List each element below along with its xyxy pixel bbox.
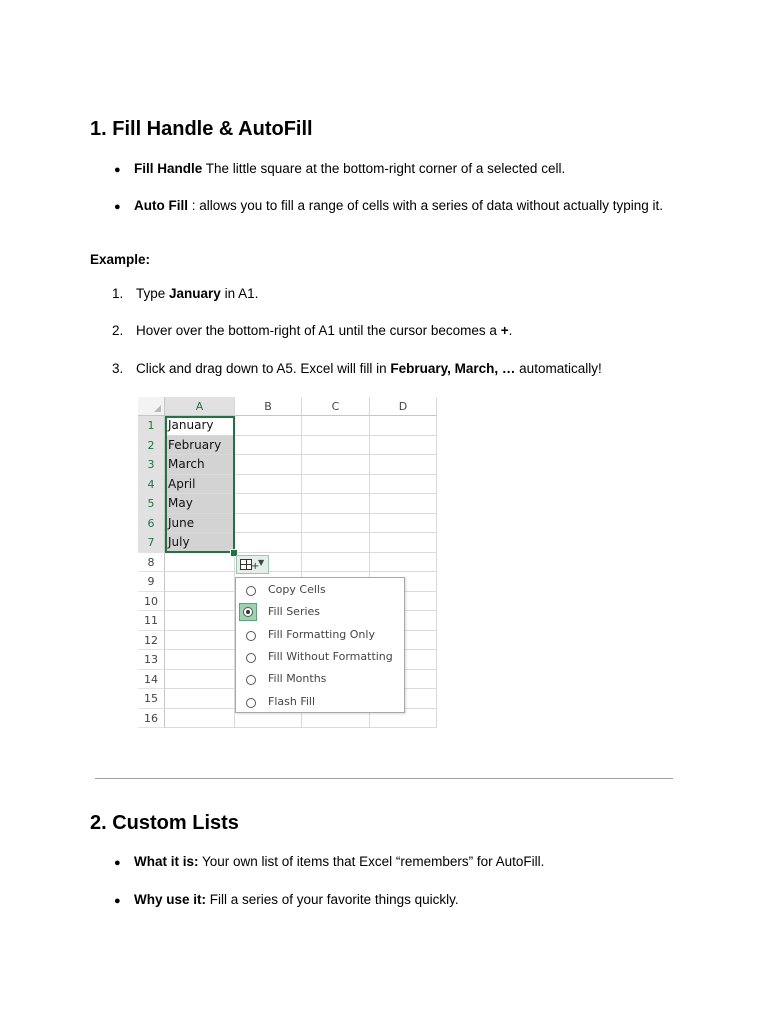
menu-item-label: Fill Months — [268, 672, 327, 686]
select-all-corner[interactable] — [138, 397, 165, 416]
cell[interactable] — [370, 455, 437, 475]
cell[interactable] — [302, 455, 370, 475]
cell[interactable] — [165, 709, 235, 729]
step-text: . — [508, 323, 513, 338]
cell[interactable] — [165, 631, 235, 651]
row-header[interactable]: 15 — [138, 689, 165, 709]
cell[interactable]: April — [165, 475, 235, 495]
radio-icon — [246, 586, 256, 596]
corner-triangle-icon — [154, 405, 161, 412]
radio-button[interactable] — [239, 581, 257, 599]
cell[interactable]: May — [165, 494, 235, 514]
step-bold: January — [169, 286, 221, 301]
bullet-dot: ● — [114, 164, 121, 176]
step-text: Type — [136, 286, 170, 301]
step-text: automatically! — [515, 361, 602, 376]
cell[interactable]: February — [165, 436, 235, 456]
cell[interactable] — [302, 475, 370, 495]
cell[interactable] — [165, 689, 235, 709]
cell[interactable] — [165, 592, 235, 612]
radio-icon — [243, 607, 253, 617]
menu-item[interactable] — [236, 668, 404, 690]
step-number: 3. — [112, 361, 124, 376]
radio-icon — [246, 631, 256, 641]
dropdown-arrow-icon: ▼ — [258, 558, 265, 567]
row-header[interactable]: 5 — [138, 494, 165, 514]
row-header[interactable]: 4 — [138, 475, 165, 495]
cell[interactable] — [370, 514, 437, 534]
cell[interactable]: July — [165, 533, 235, 553]
step-number: 1. — [112, 286, 124, 301]
menu-item[interactable] — [236, 646, 404, 668]
term-why-use-it: Why use it: — [134, 892, 207, 907]
bullet-fill-handle — [114, 160, 565, 179]
menu-item-label: Fill Series — [268, 605, 321, 619]
bullet-dot: ● — [114, 857, 121, 869]
radio-icon — [246, 675, 256, 685]
cell[interactable]: March — [165, 455, 235, 475]
cell[interactable] — [235, 416, 302, 436]
cell[interactable] — [165, 572, 235, 592]
step-text: in A1. — [220, 286, 259, 301]
cell[interactable] — [370, 475, 437, 495]
radio-button[interactable] — [239, 693, 257, 711]
definition-auto-fill: : allows you to fill a range of cells with a series of data without actually typing it. — [188, 198, 663, 213]
menu-item-label: Fill Formatting Only — [268, 627, 375, 641]
row-header[interactable]: 7 — [138, 533, 165, 553]
cell[interactable] — [235, 475, 302, 495]
cell[interactable] — [235, 533, 302, 553]
auto-fill-options-button[interactable] — [236, 555, 269, 574]
menu-item-label: Flash Fill — [268, 694, 316, 708]
cell[interactable] — [235, 455, 302, 475]
row-header[interactable]: 12 — [138, 631, 165, 651]
cell[interactable] — [302, 416, 370, 436]
menu-item[interactable] — [236, 601, 404, 623]
definition-what-it-is: Your own list of items that Excel “remembers” for AutoFill. — [198, 854, 545, 869]
term-auto-fill: Auto Fill — [134, 198, 188, 213]
row-header[interactable]: 10 — [138, 592, 165, 612]
step-text: Hover over the bottom-right of A1 until the cursor becomes a — [136, 323, 501, 338]
term-fill-handle: Fill Handle — [134, 161, 203, 176]
cell[interactable] — [165, 670, 235, 690]
cell[interactable]: June — [165, 514, 235, 534]
cell[interactable] — [165, 611, 235, 631]
cell[interactable] — [165, 553, 235, 573]
term-what-it-is: What it is: — [134, 854, 199, 869]
cell[interactable] — [302, 533, 370, 553]
row-header[interactable]: 6 — [138, 514, 165, 534]
radio-button[interactable] — [239, 670, 257, 688]
step-3 — [112, 360, 602, 378]
cell[interactable] — [302, 494, 370, 514]
step-1 — [112, 285, 258, 303]
column-header-d[interactable]: D — [370, 397, 437, 416]
row-header[interactable]: 8 — [138, 553, 165, 573]
bullet-auto-fill — [114, 197, 663, 216]
column-header-a[interactable]: A — [165, 397, 235, 416]
definition-fill-handle: The little square at the bottom-right corner of a selected cell. — [202, 161, 566, 176]
step-bold: February, March, … — [390, 361, 516, 376]
menu-item[interactable] — [236, 624, 404, 646]
cell[interactable] — [302, 436, 370, 456]
row-header[interactable]: 11 — [138, 611, 165, 631]
row-header[interactable]: 2 — [138, 436, 165, 456]
section-1-title: 1. Fill Handle & AutoFill — [90, 118, 313, 140]
example-label: Example: — [90, 252, 151, 267]
row-header[interactable]: 1 — [138, 416, 165, 436]
auto-fill-options-menu — [235, 577, 405, 713]
row-header[interactable]: 13 — [138, 650, 165, 670]
cell[interactable] — [370, 436, 437, 456]
cell[interactable] — [235, 514, 302, 534]
cell[interactable] — [370, 416, 437, 436]
radio-button[interactable] — [239, 603, 257, 621]
plus-icon: + — [251, 561, 260, 572]
cell[interactable] — [235, 494, 302, 514]
bullet-why-use-it — [114, 891, 459, 910]
step-text: Click and drag down to A5. Excel will fill in — [136, 361, 391, 376]
cell[interactable] — [302, 514, 370, 534]
bullet-what-it-is — [114, 853, 544, 872]
section-divider — [95, 778, 673, 779]
cell[interactable]: January — [165, 416, 235, 436]
step-bold: + — [500, 323, 509, 338]
menu-item-label: Copy Cells — [268, 583, 326, 596]
menu-item-label: Fill Without Formatting — [268, 649, 393, 663]
cell[interactable] — [370, 533, 437, 553]
radio-icon — [246, 653, 256, 663]
bullet-dot: ● — [114, 895, 121, 907]
cell[interactable] — [235, 436, 302, 456]
cell[interactable] — [370, 494, 437, 514]
row-header[interactable]: 3 — [138, 455, 165, 475]
column-header-b[interactable]: B — [235, 397, 302, 416]
column-header-c[interactable]: C — [302, 397, 370, 416]
radio-icon — [246, 698, 256, 708]
cell[interactable] — [302, 553, 370, 573]
radio-button[interactable] — [239, 648, 257, 666]
section-2-title: 2. Custom Lists — [90, 812, 239, 834]
row-header[interactable]: 16 — [138, 709, 165, 729]
radio-button[interactable] — [239, 626, 257, 644]
step-number: 2. — [112, 323, 124, 338]
menu-item[interactable] — [236, 579, 404, 601]
cell[interactable] — [370, 553, 437, 573]
menu-item[interactable] — [236, 691, 404, 713]
cell[interactable] — [165, 650, 235, 670]
step-2 — [112, 322, 512, 340]
bullet-dot: ● — [114, 201, 121, 213]
excel-autofill-screenshot — [138, 397, 437, 728]
row-header[interactable]: 9 — [138, 572, 165, 592]
definition-why-use-it: Fill a series of your favorite things quickly. — [206, 892, 459, 907]
row-header[interactable]: 14 — [138, 670, 165, 690]
